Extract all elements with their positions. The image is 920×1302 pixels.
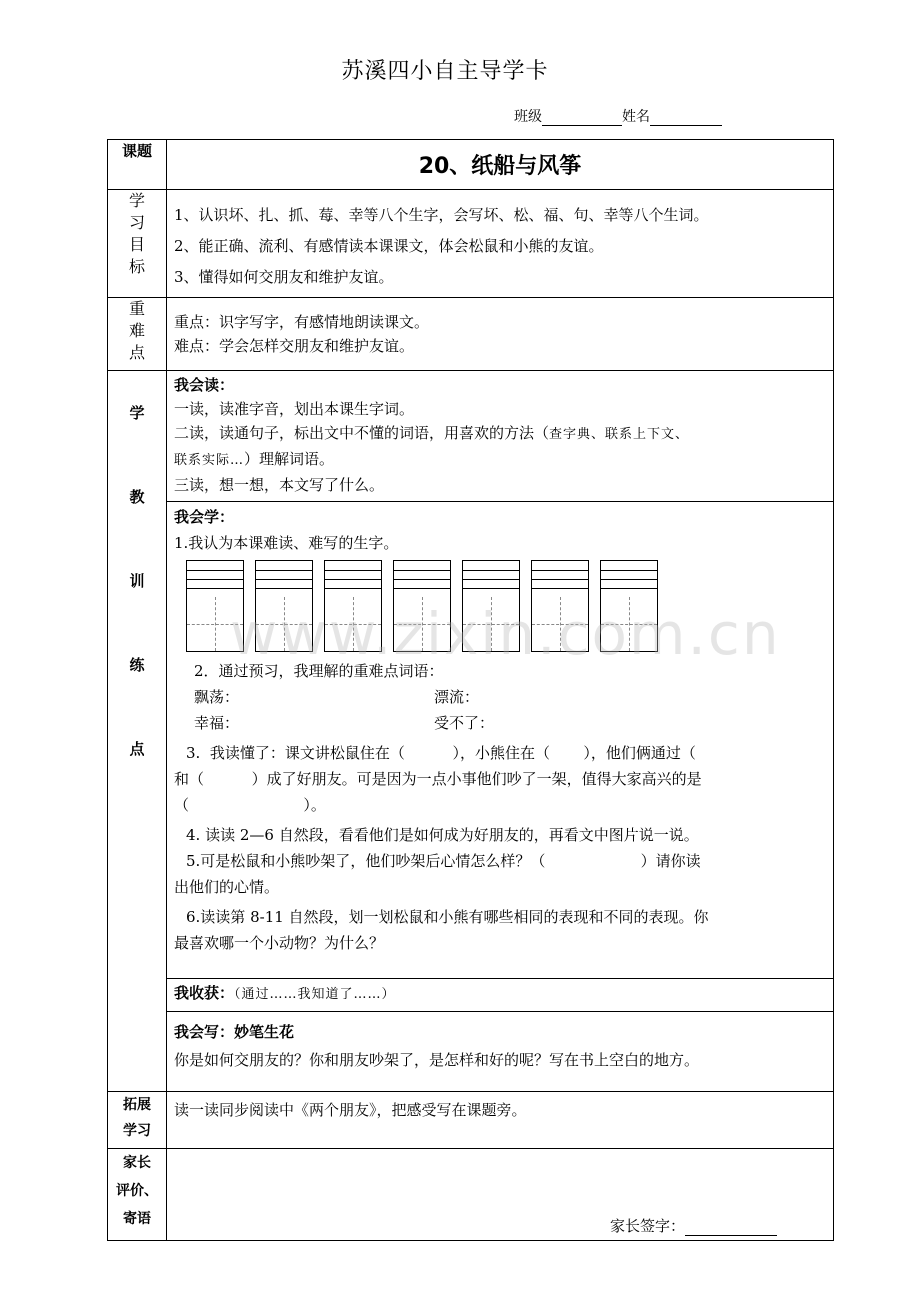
write-text: 你是如何交朋友的？你和朋友吵架了，是怎样和好的呢？写在书上空白的地方。 <box>174 1051 700 1069</box>
parent-cell <box>167 1149 834 1241</box>
grid-line <box>187 579 243 580</box>
grid-line <box>325 588 381 589</box>
write-heading: 我会写：妙笔生花 <box>174 1023 295 1041</box>
name-blank[interactable] <box>650 111 722 126</box>
class-blank[interactable] <box>542 111 622 126</box>
grid-dash-horizontal <box>601 624 657 625</box>
difficult-point: 难点：学会怎样交朋友和维护友谊。 <box>174 337 415 355</box>
words-row-1 <box>174 684 827 710</box>
goal-2: 2、能正确、流利、有感情读本课课文，体会松鼠和小熊的友谊。 <box>174 237 604 255</box>
grid-line <box>256 570 312 571</box>
grid-line <box>532 570 588 571</box>
word-piaoliu: 漂流： <box>434 688 480 706</box>
learn-heading: 我会学： <box>174 508 235 526</box>
grid-line <box>325 570 381 571</box>
grid-line <box>601 579 657 580</box>
watermark-text: www.zixin.com.cn <box>230 600 781 668</box>
learn-item-6b: 最喜欢哪一个小动物？为什么？ <box>174 934 385 952</box>
grid-line <box>532 588 588 589</box>
read-line-4: 三读，想一想，本文写了什么。 <box>174 476 385 494</box>
topic-label: 课题 <box>108 140 167 190</box>
grid-line <box>325 579 381 580</box>
name-label: 姓名 <box>622 109 650 125</box>
extend-label-1: 拓展 <box>123 1097 151 1113</box>
grid-dash-horizontal <box>394 624 450 625</box>
grid-line <box>601 588 657 589</box>
grid-line <box>463 579 519 580</box>
grid-dash-horizontal <box>187 624 243 625</box>
extend-row <box>108 1092 834 1149</box>
read-line-3: 联系实际…）理解词语。 <box>174 450 335 468</box>
extend-cell <box>167 1092 834 1149</box>
char-grid-box[interactable] <box>462 560 520 652</box>
goals-label <box>108 190 167 298</box>
read-cell <box>167 371 834 502</box>
word-xingfu: 幸福： <box>194 714 240 732</box>
learn-item-5b: 出他们的心情。 <box>174 878 280 896</box>
key-label-char-1: 难 <box>128 321 145 340</box>
extend-label-2: 学习 <box>123 1123 151 1139</box>
grid-dash-horizontal <box>463 624 519 625</box>
goals-label-char-3: 标 <box>128 257 145 276</box>
learn-item-3a: 3. 我读懂了：课文讲松鼠住在（ ），小熊住在（ ），他们俩通过（ <box>186 744 696 762</box>
practice-label-char-4: 点 <box>129 740 145 758</box>
word-shoubuliao: 受不了： <box>434 714 495 732</box>
page-title: 苏溪四小自主导学卡 <box>341 59 549 84</box>
parent-signature <box>610 1215 777 1236</box>
practice-label-char-3: 练 <box>129 656 145 674</box>
goals-label-char-2: 目 <box>128 235 145 254</box>
learn-item-5a: 5.可是松鼠和小熊吵架了，他们吵架后心情怎么样？（ ）请你读 <box>186 852 701 870</box>
learn-row <box>108 502 834 979</box>
parent-row <box>108 1149 834 1241</box>
char-grid-box[interactable] <box>531 560 589 652</box>
key-row <box>108 298 834 371</box>
learn-item-2: 2．通过预习，我理解的重难点词语： <box>194 662 444 680</box>
goals-row <box>108 190 834 298</box>
write-cell <box>167 1012 834 1092</box>
key-point: 重点：识字写字，有感情地朗读课文。 <box>174 313 430 331</box>
char-grid-box[interactable] <box>324 560 382 652</box>
char-grids <box>186 560 827 652</box>
guide-table <box>107 139 834 1241</box>
word-piaodang: 飘荡： <box>194 688 240 706</box>
char-grid-box[interactable] <box>600 560 658 652</box>
read-line-1: 一读，读准字音，划出本课生字词。 <box>174 400 415 418</box>
grid-line <box>463 570 519 571</box>
grid-line <box>532 579 588 580</box>
goals-label-char-1: 习 <box>128 213 145 232</box>
parent-label <box>108 1149 167 1241</box>
class-label: 班级 <box>514 109 542 125</box>
read-line-2: 二读，读通句子，标出文中不懂的词语，用喜欢的方法（查字典、联系上下文、 <box>174 424 690 442</box>
read-heading: 我会读： <box>174 376 235 394</box>
practice-label-char-1: 教 <box>129 488 145 506</box>
class-name-line <box>514 106 722 126</box>
char-grid-box[interactable] <box>255 560 313 652</box>
learn-cell <box>167 502 834 979</box>
grid-dash-horizontal <box>325 624 381 625</box>
char-grid-box[interactable] <box>393 560 451 652</box>
grid-line <box>394 588 450 589</box>
grid-line <box>463 588 519 589</box>
parent-sign-blank[interactable] <box>685 1221 777 1236</box>
grid-line <box>187 570 243 571</box>
gain-hint: （通过……我知道了……） <box>234 987 396 1002</box>
lesson-title: 20、纸船与风筝 <box>167 140 834 190</box>
grid-line <box>601 570 657 571</box>
practice-label-char-2: 训 <box>129 572 145 590</box>
parent-label-3: 寄语 <box>123 1211 151 1227</box>
gain-row <box>108 979 834 1012</box>
learn-item-4: 4. 读读 2—6 自然段，看看他们是如何成为好朋友的，再看文中图片说一说。 <box>186 826 699 844</box>
grid-line <box>394 579 450 580</box>
parent-label-2: 评价、 <box>116 1183 158 1199</box>
words-row-2 <box>174 710 827 736</box>
key-label <box>108 298 167 371</box>
extend-label <box>108 1092 167 1149</box>
topic-row <box>108 140 834 190</box>
learn-item-6a: 6.读读第 8-11 自然段，划一划松鼠和小熊有哪些相同的表现和不同的表现。你 <box>186 908 709 926</box>
grid-line <box>256 588 312 589</box>
extend-text: 读一读同步阅读中《两个朋友》，把感受写在课题旁。 <box>174 1101 527 1119</box>
read-row <box>108 371 834 502</box>
key-label-char-2: 点 <box>128 343 145 362</box>
gain-heading: 我收获： <box>174 984 235 1002</box>
key-label-char-0: 重 <box>128 299 145 318</box>
goals-label-text <box>108 190 166 278</box>
gain-cell <box>167 979 834 1012</box>
goal-1: 1、认识坏、扎、抓、莓、幸等八个生字，会写坏、松、福、句、幸等八个生词。 <box>174 206 709 224</box>
goals-label-char-0: 学 <box>128 191 145 210</box>
goals-cell <box>167 190 834 298</box>
practice-label <box>108 371 167 1092</box>
learn-item-3c: （ ）。 <box>174 796 326 814</box>
grid-line <box>187 588 243 589</box>
grid-dash-horizontal <box>532 624 588 625</box>
goal-3: 3、懂得如何交朋友和维护友谊。 <box>174 268 394 286</box>
parent-label-1: 家长 <box>123 1155 151 1171</box>
grid-dash-horizontal <box>256 624 312 625</box>
learn-item-3b: 和（ ）成了好朋友。可是因为一点小事他们吵了一架，值得大家高兴的是 <box>174 770 702 788</box>
write-row <box>108 1012 834 1092</box>
key-cell <box>167 298 834 371</box>
parent-sign-label: 家长签字： <box>609 1217 685 1235</box>
practice-label-char-0: 学 <box>129 404 145 422</box>
grid-line <box>394 570 450 571</box>
grid-line <box>256 579 312 580</box>
char-grid-box[interactable] <box>186 560 244 652</box>
learn-item-1: 1.我认为本课难读、难写的生字。 <box>174 534 399 552</box>
